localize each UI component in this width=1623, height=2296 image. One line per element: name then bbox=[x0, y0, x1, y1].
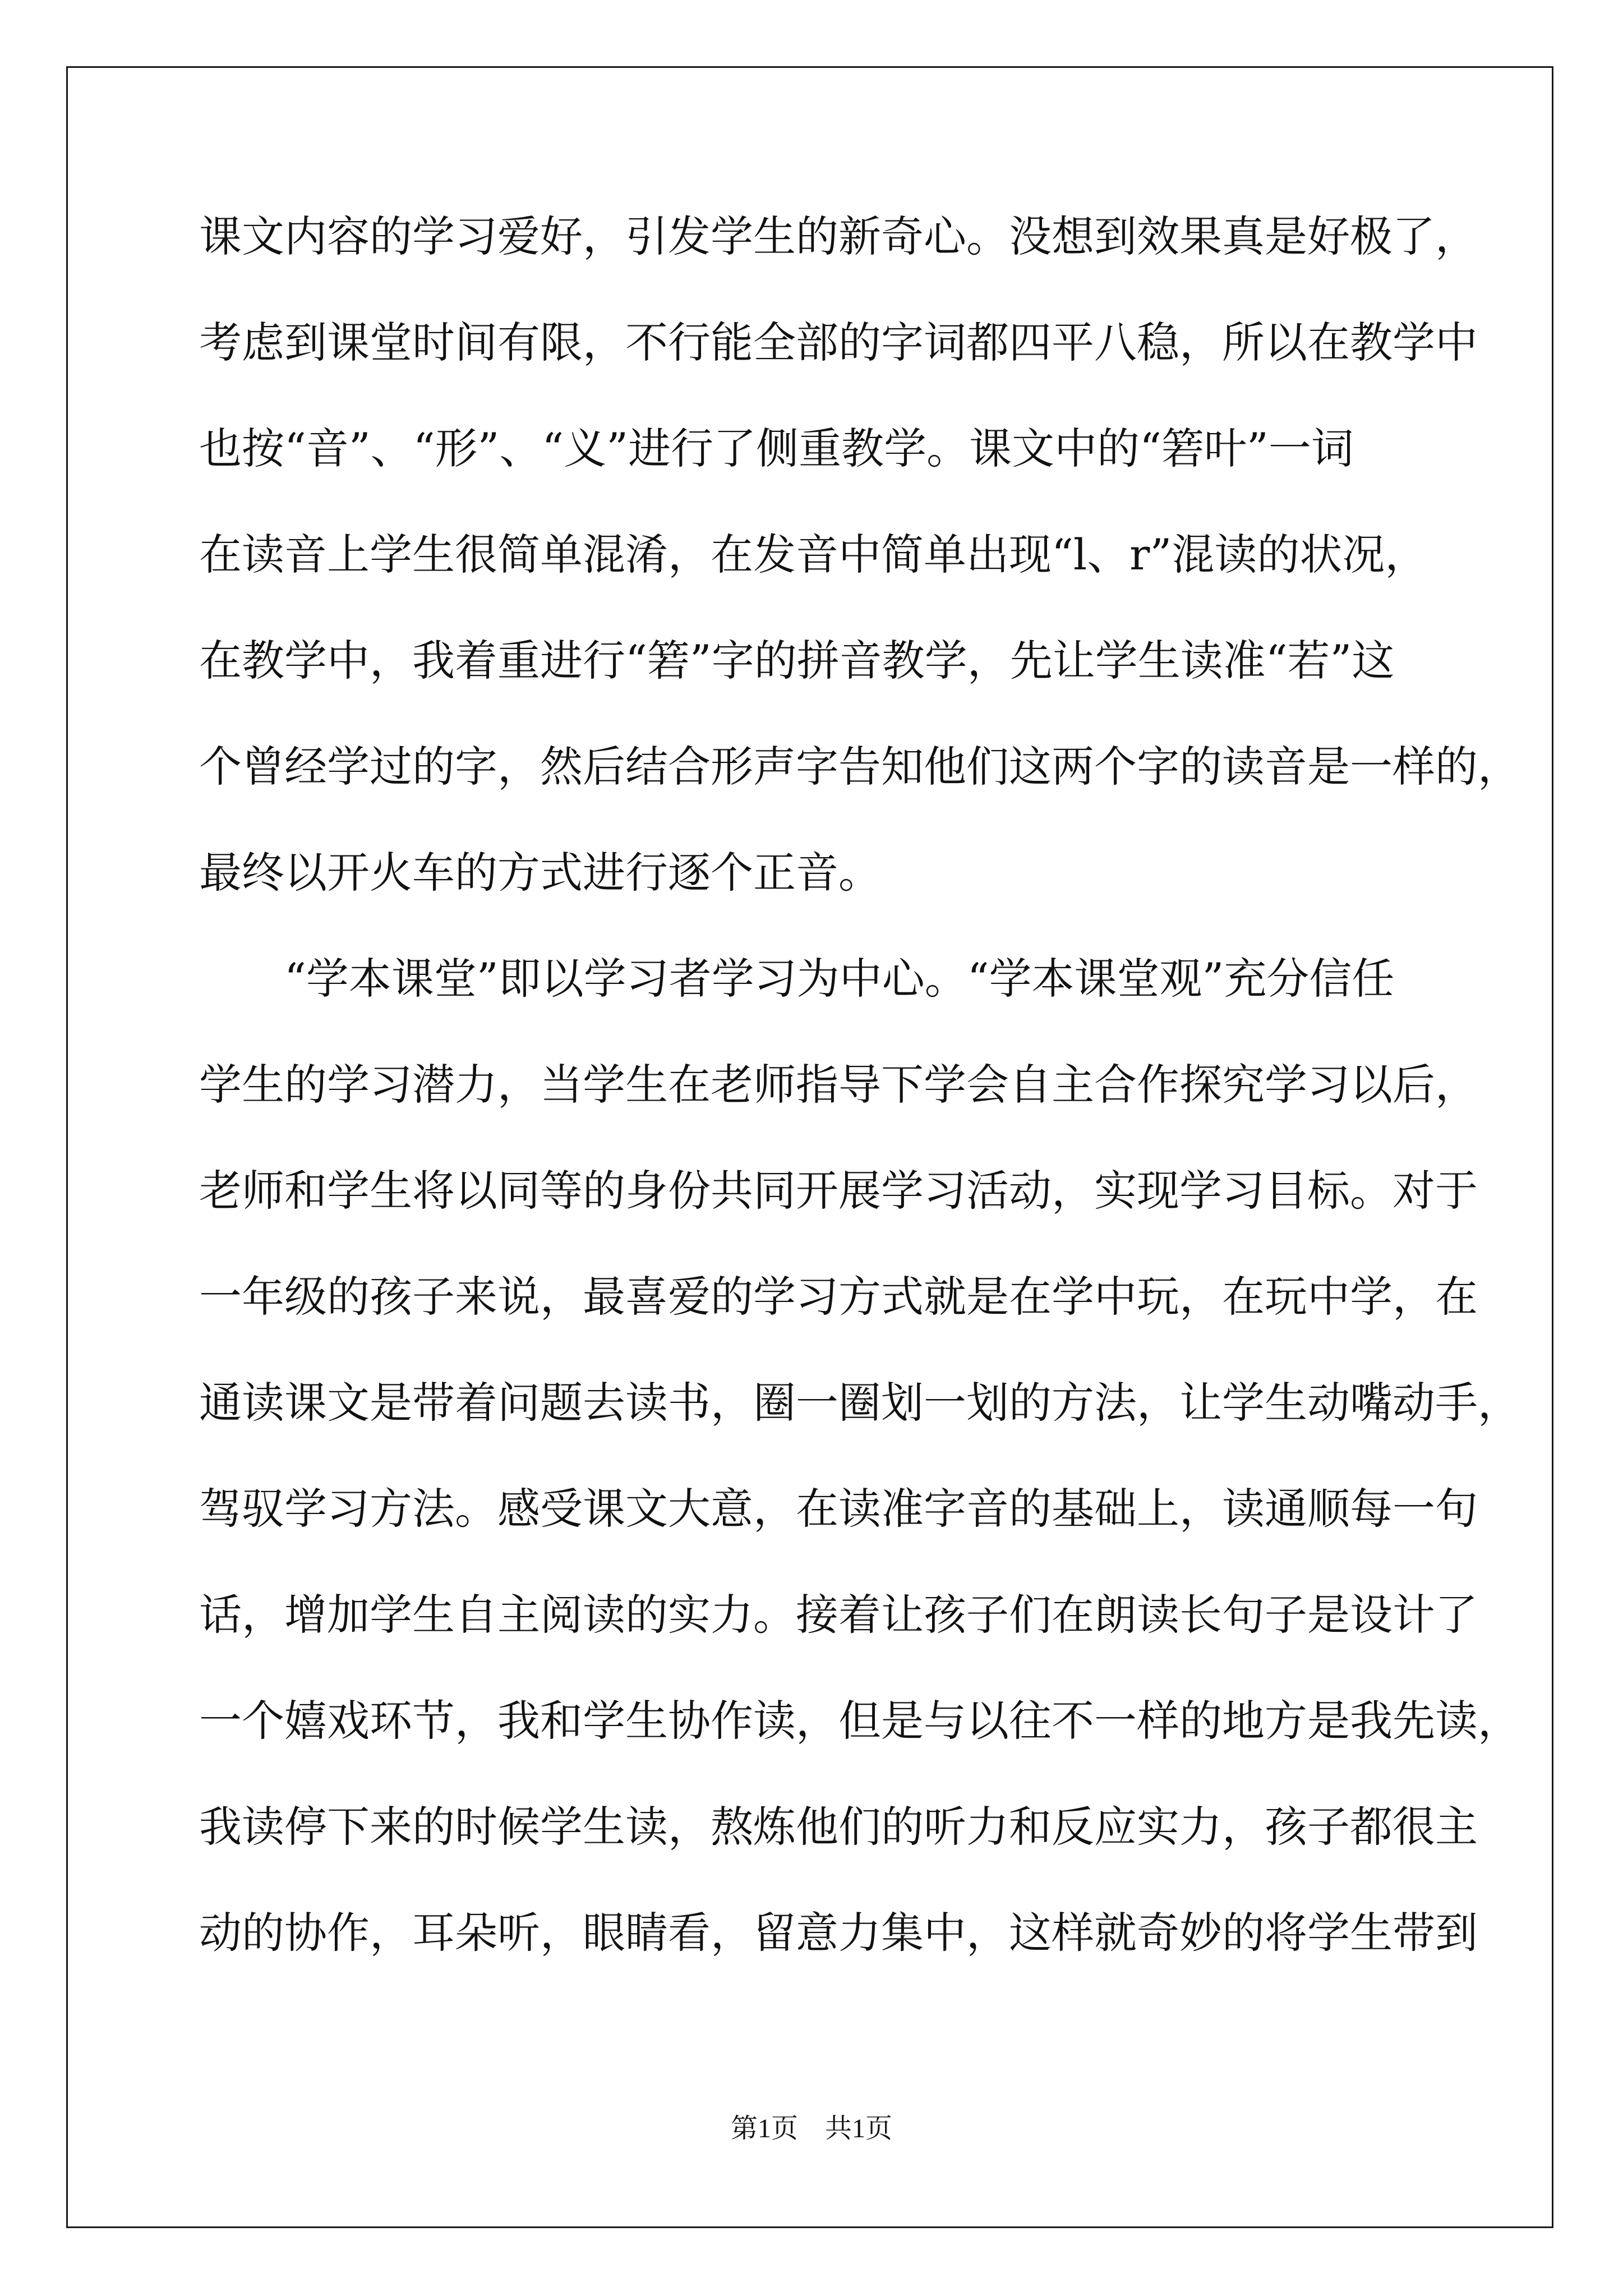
text-line: 在读音上学生很简单混淆，在发音中简单出现“l、r”混读的状况， bbox=[199, 530, 1428, 579]
text-line: 老师和学生将以同等的身份共同开展学习活动，实现学习目标。对于 bbox=[199, 1166, 1478, 1216]
text-line: 课文内容的学习爱好，引发学生的新奇心。没想到效果真是好极了， bbox=[199, 211, 1478, 261]
text-line: 动的协作，耳朵听，眼睛看，留意力集中，这样就奇妙的将学生带到 bbox=[199, 1908, 1478, 1958]
text-line: “学本课堂”即以学习者学习为中心。“学本课堂观”充分信任 bbox=[199, 954, 1395, 1004]
text-line: 话，增加学生自主阅读的实力。接着让孩子们在朗读长句子是设计了 bbox=[199, 1590, 1478, 1640]
text-line: 学生的学习潜力，当学生在老师指导下学会自主合作探究学习以后， bbox=[199, 1060, 1478, 1110]
text-line: 驾驭学习方法。感受课文大意，在读准字音的基础上，读通顺每一句 bbox=[199, 1484, 1478, 1534]
text-line: 最终以开火车的方式进行逐个正音。 bbox=[199, 848, 881, 898]
text-line: 考虑到课堂时间有限，不行能全部的字词都四平八稳，所以在教学中 bbox=[199, 318, 1478, 367]
text-line: 个曾经学过的字，然后结合形声字告知他们这两个字的读音是一样的， bbox=[199, 742, 1520, 792]
text-line: 通读课文是带着问题去读书，圈一圈划一划的方法，让学生动嘴动手， bbox=[199, 1378, 1520, 1428]
text-line: 在教学中，我着重进行“箬”字的拼音教学，先让学生读准“若”这 bbox=[199, 636, 1395, 685]
text-line: 我读停下来的时候学生读，熬炼他们的听力和反应实力，孩子都很主 bbox=[199, 1802, 1478, 1852]
page-number: 第1页 共1页 bbox=[730, 2114, 892, 2143]
page-border bbox=[66, 66, 1553, 2228]
text-line: 也按“音”、“形”、“义”进行了侧重教学。课文中的“箬叶”一词 bbox=[199, 424, 1354, 473]
text-line: 一个嬉戏环节，我和学生协作读，但是与以往不一样的地方是我先读， bbox=[199, 1696, 1520, 1746]
text-line: 一年级的孩子来说，最喜爱的学习方式就是在学中玩，在玩中学，在 bbox=[199, 1272, 1478, 1322]
